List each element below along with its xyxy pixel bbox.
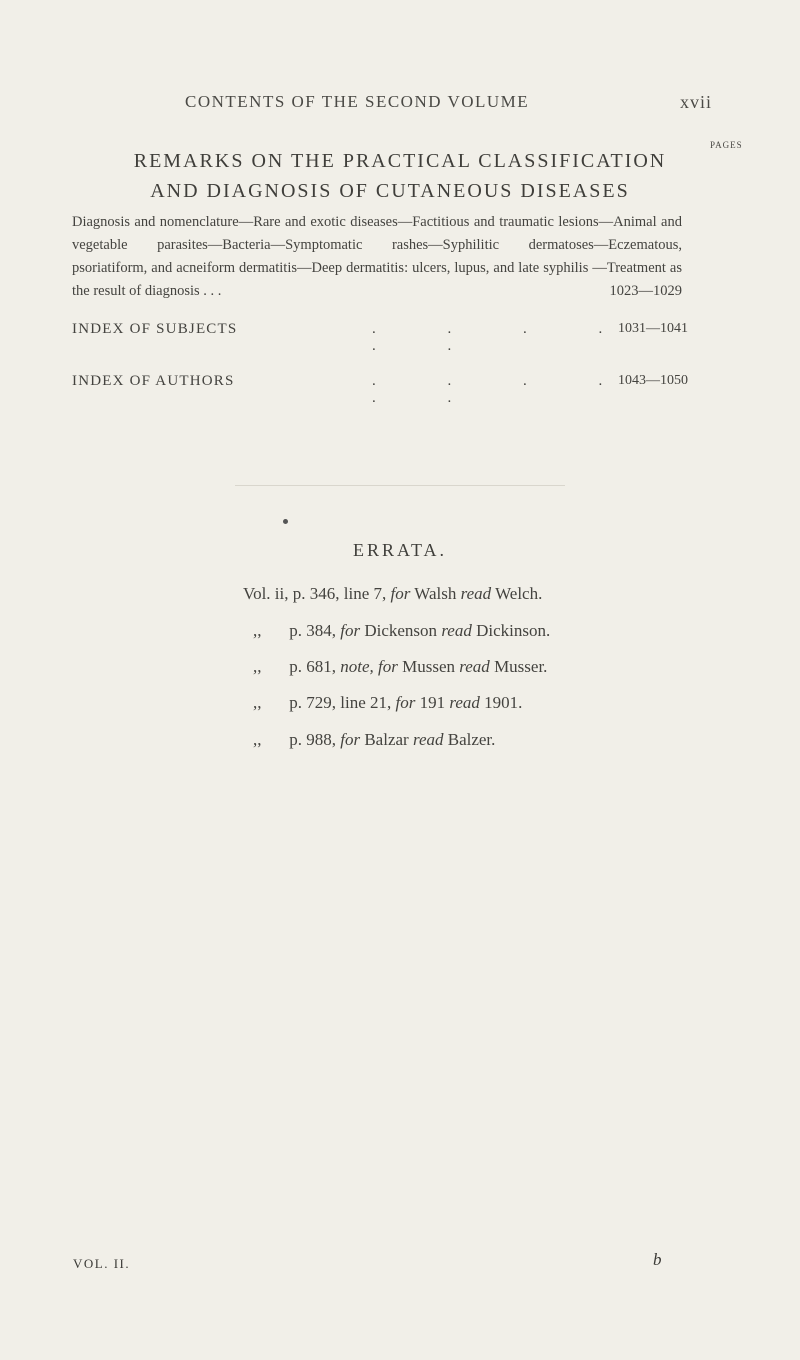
ditto-mark: ,, <box>253 693 262 712</box>
errata-title: ERRATA. <box>352 540 448 560</box>
pages-column-label: PAGES <box>710 140 743 150</box>
ditto-mark: ,, <box>253 657 262 676</box>
index-entry-subjects <box>72 321 688 354</box>
ditto-mark: ,, <box>253 730 262 749</box>
section-page-range: 1023—1029 <box>609 283 682 299</box>
index-entry-authors <box>72 373 688 406</box>
footer-signature: b <box>653 1250 662 1269</box>
page-number: xvii <box>680 92 713 112</box>
leader-dots: . . . . . . <box>372 321 637 354</box>
section-divider <box>235 485 565 486</box>
ditto-mark: ,, <box>253 621 262 640</box>
index-entry-pages: 1031—1041 <box>618 321 688 336</box>
section-description <box>72 211 682 303</box>
running-head: CONTENTS OF THE SECOND VOLUME <box>185 92 530 111</box>
section-description-text: Diagnosis and nomenclature—Rare and exotic diseases—Factitious and traumatic lesions—Animal and vegetable parasites—Bacteria—Symptomatic rashes—Syphilitic dermatoses—Eczematous, psoriatiform, and acneiform dermatitis—Deep dermatitis: ulcers, lupus, and late syphilis —Treatment as the result of diagnosis . . . <box>72 214 682 299</box>
footer-volume: VOL. II. <box>73 1256 131 1271</box>
index-entry-label: INDEX OF SUBJECTS <box>72 321 238 337</box>
index-entry-pages: 1043—1050 <box>618 373 688 388</box>
index-entry-label: INDEX OF AUTHORS <box>72 373 235 389</box>
section-title-line-2: AND DIAGNOSIS OF CUTANEOUS DISEASES <box>150 180 630 202</box>
errata-entry: ,, p. 384, for Dickenson read Dickinson. <box>253 621 551 640</box>
errata-entry: ,, p. 988, for Balzar read Balzer. <box>253 730 496 749</box>
errata-entry: ,, p. 729, line 21, for 191 read 1901. <box>253 693 523 712</box>
leader-dots: . . . . . . <box>372 373 637 406</box>
ink-mark <box>283 519 288 524</box>
errata-entry: Vol. ii, p. 346, line 7, for Walsh read Welch. <box>243 584 543 603</box>
section-title-line-1: REMARKS ON THE PRACTICAL CLASSIFICATION <box>133 150 667 172</box>
errata-entry: ,, p. 681, note, for Mussen read Musser. <box>253 657 548 676</box>
